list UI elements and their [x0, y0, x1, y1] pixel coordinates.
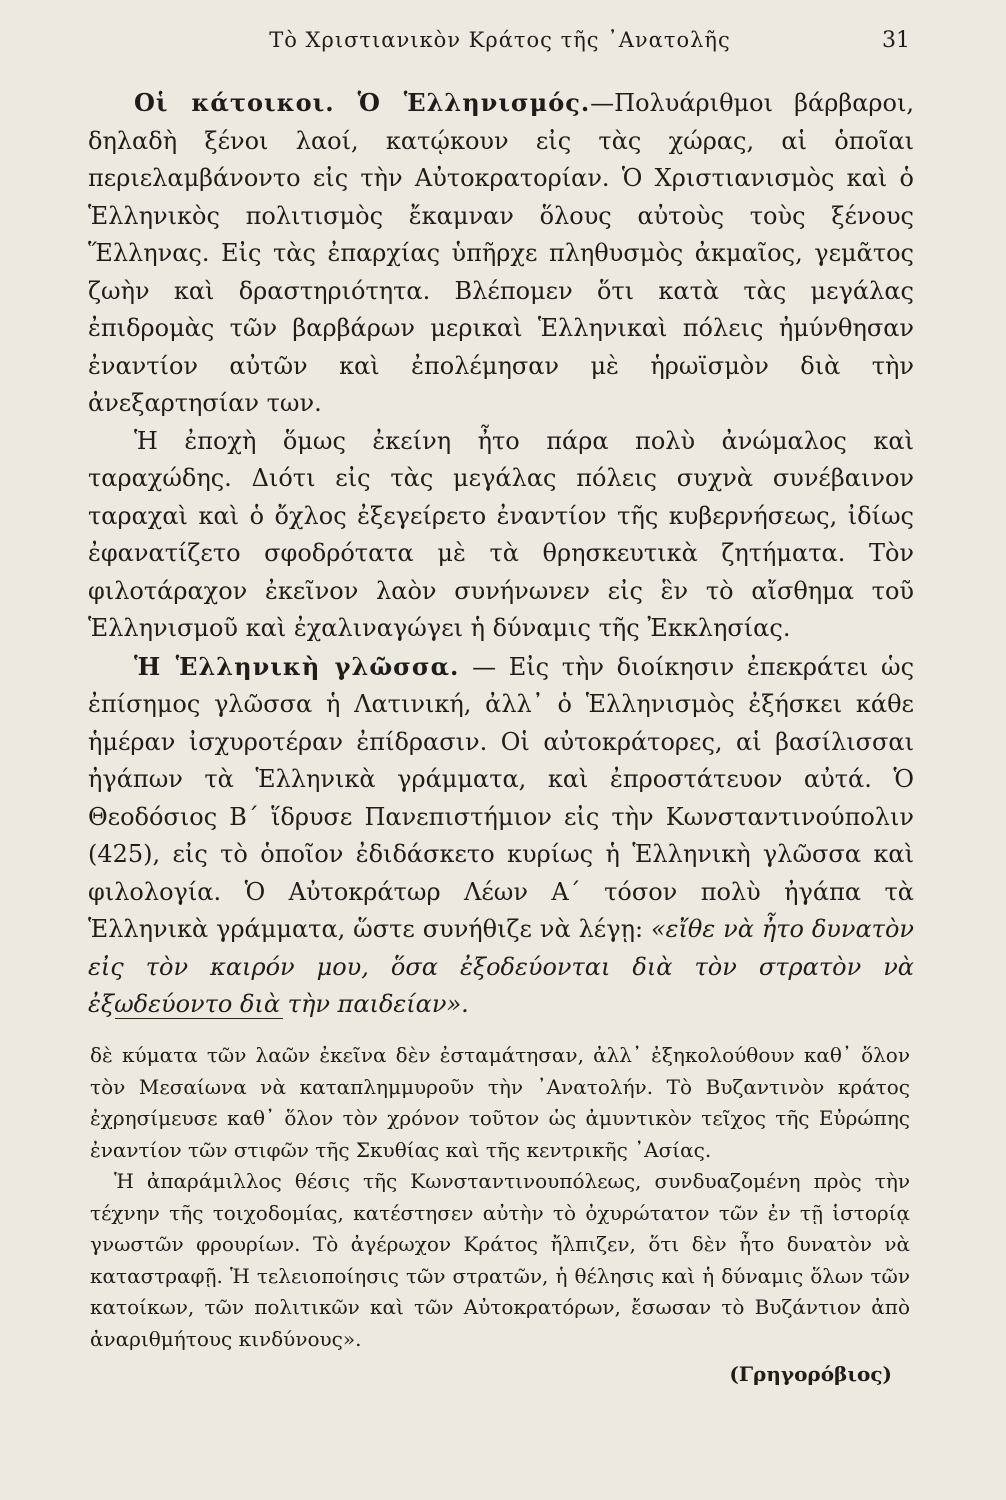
- footnote-divider: [115, 1018, 283, 1019]
- section-inhabitants: [88, 84, 914, 423]
- paragraph-greek-language: — Εἰς τὴν διοίκησιν ἐπεκράτει ὡς ἐπίσημος γλῶσσα ἡ Λατινική, ἀλλ᾿ ὁ Ἑλληνισμὸς ἐξήσκει κάθε ἡμέραν ἰσχυροτέραν ἐπίδρασιν. Οἱ αὐτοκράτορες, αἱ βασίλισσαι ἠγάπων τὰ Ἑλληνικὰ γράμματα, καὶ ἐπροστάτευον αὐτά. Ὁ Θεοδόσιος Β΄ ἵδρυσε Πανεπιστήμιον εἰς τὴν Κωνσταντινούπολιν (425), εἰς τὸ ὁποῖον ἐδιδάσκετο κυρίως ἡ Ἑλληνικὴ γλῶσσα καὶ φιλολογία. Ὁ Αὐτοκράτωρ Λέων Α΄ τόσον πολὺ ἠγάπα τὰ Ἑλληνικὰ γράμματα, ὥστε συνήθιζε νὰ λέγῃ:: [88, 652, 915, 943]
- footnote: [90, 1040, 910, 1391]
- section-greek-language: [88, 648, 914, 1024]
- footnote-paragraph: δὲ κύματα τῶν λαῶν ἐκεῖνα δὲν ἐσταμάτησαν, ἀλλ᾿ ἐξηκολούθουν καθ᾿ ὅλον τὸν Μεσαίωνα νὰ καταπλημμυροῦν τὴν ᾿Ανατολήν. Τὸ Βυζαντινὸν κράτος ἐχρησίμευσε καθ᾿ ὅλον τὸν χρόνον τοῦτον ὡς ἀμυντικὸν τεῖχος τῆς Εὐρώπης ἐναντίον τῶν στιφῶν τῆς Σκυθίας καὶ τῆς κεντρικῆς ᾿Ασίας.: [90, 1043, 910, 1162]
- footnote-attribution: (Γρηγορόβιος): [729, 1362, 892, 1386]
- section-heading-greek-language: Ἡ Ἑλληνικὴ γλῶσσα.: [134, 651, 460, 681]
- page-number: 31: [882, 28, 910, 53]
- main-text: [88, 84, 914, 1024]
- section-heading-inhabitants: Οἱ κάτοικοι. Ὁ Ἑλληνισμός.: [134, 88, 591, 117]
- paragraph-inhabitants: —Πολυάριθμοι βάρβαροι, δηλαδὴ ξένοι λαοί, κατῴκουν εἰς τὰς χώρας, αἱ ὁποῖαι περιελαμβάνοντο εἰς τὴν Αὐτοκρατορίαν. Ὁ Χριστιανισμὸς καὶ ὁ Ἑλληνικὸς πολιτισμὸς ἔκαμναν ὅλους αὐτοὺς τοὺς ξένους Ἕλληνας. Εἰς τὰς ἐπαρχίας ὑπῆρχε πληθυσμὸς ἀκμαῖος, γεμᾶτος ζωὴν καὶ δραστηριότητα. Βλέπομεν ὅτι κατὰ τὰς μεγάλας ἐπιδρομὰς τῶν βαρβάρων μερικαὶ Ἑλληνικαὶ πόλεις ἠμύνθησαν ἐναντίον αὐτῶν καὶ ἐπολέμησαν μὲ ἡρωϊσμὸν διὰ τὴν ἀνεξαρτησίαν των.: [88, 89, 914, 417]
- footnote-paragraph: Ἡ ἀπαράμιλλος θέσις τῆς Κωνσταντινουπόλεως, συνδυαζομένη πρὸς τὴν τέχνην τῆς τοιχοδομίας, κατέστησεν αὐτὴν τὸ ὀχυρώτατον τῶν ἐν τῇ ἱστορίᾳ γνωστῶν φρουρίων. Τὸ ἀγέρωχον Κράτος ἤλπιζεν, ὅτι δὲν ἦτο δυνατὸν νὰ καταστραφῇ. Ἡ τελειοποίησις τῶν στρατῶν, ἡ θέλησις καὶ ἡ δύναμις ὅλων τῶν κατοίκων, τῶν πολιτικῶν καὶ τῶν Αὐτοκρατόρων, ἔσωσαν τὸ Βυζάντιον ἀπὸ ἀναριθμήτους κινδύνους».: [90, 1169, 910, 1351]
- running-title: Τὸ Χριστιανικὸν Κράτος τῆς ᾿Ανατολῆς: [269, 28, 731, 52]
- page-header: [90, 28, 910, 64]
- leo-quote: «εἴθε νὰ ἦτο δυνατὸν εἰς τὸν καιρόν μου, ὅσα ἐξοδεύονται διὰ τὸν στρατὸν νὰ ἐξωδεύοντο διὰ τὴν παιδείαν».: [88, 915, 914, 1018]
- paragraph-turbulent-era: Ἡ ἐποχὴ ὅμως ἐκείνη ἦτο πάρα πολὺ ἀνώμαλος καὶ ταραχώδης. Διότι εἰς τὰς μεγάλας πόλεις συχνὰ συνέβαινον ταραχαὶ καὶ ὁ ὄχλος ἐξεγείρετο ἐναντίον τῆς κυβερνήσεως, ἰδίως ἐφανατίζετο σφοδρότατα μὲ τὰ θρησκευτικὰ ζητήματα. Τὸν φιλοτάραχον ἐκεῖνον λαὸν συνήνωνεν εἰς ἓν τὸ αἴσθημα τοῦ Ἑλληνισμοῦ καὶ ἐχαλιναγώγει ἡ δύναμις τῆς Ἐκκλησίας.: [88, 426, 914, 642]
